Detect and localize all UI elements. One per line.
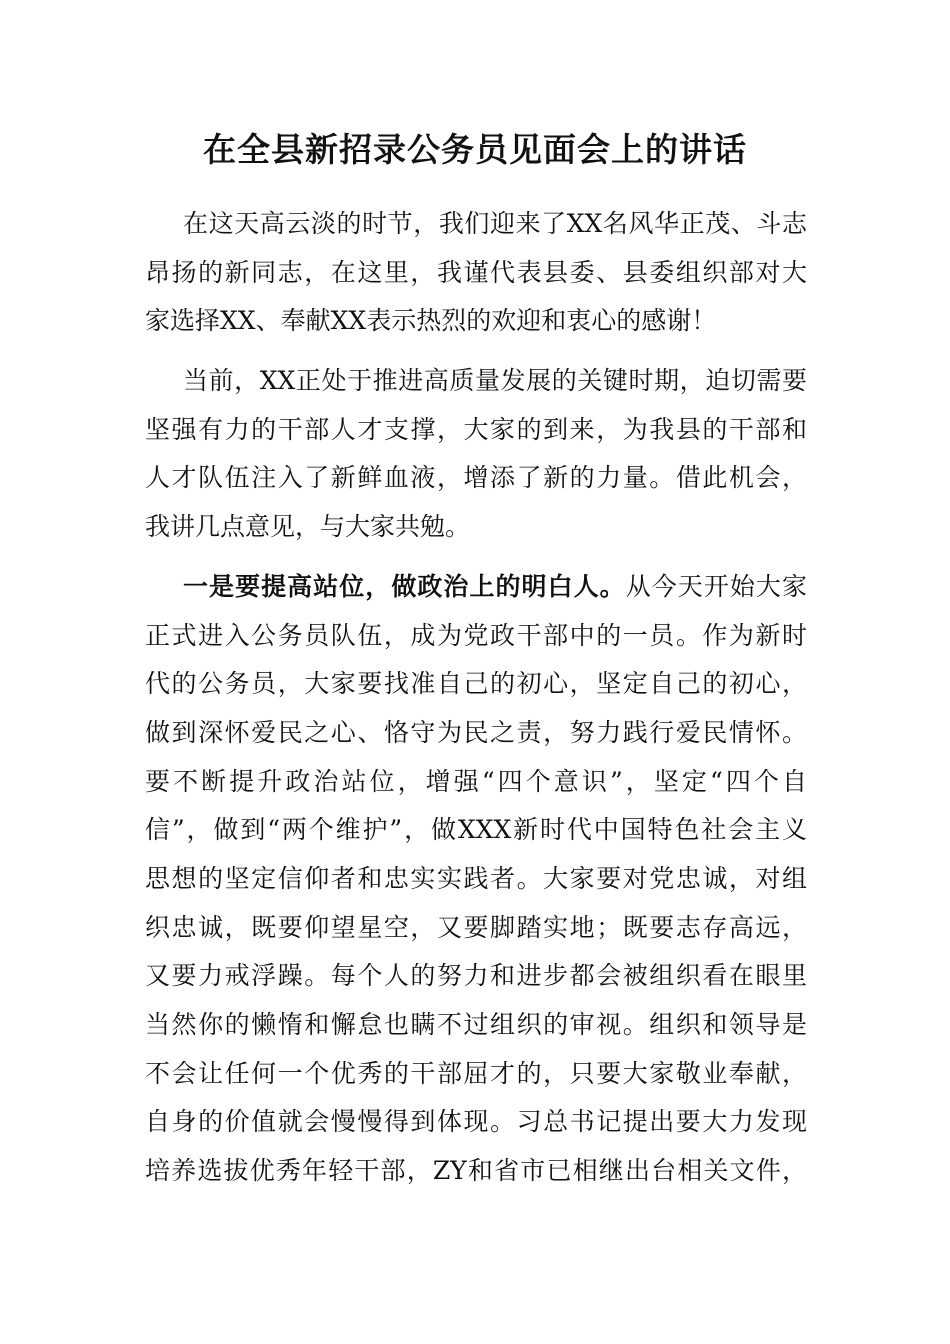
text-line: 坚强有力的干部人才支撑，大家的到来，为我县的干部和 [145, 414, 807, 444]
document-body [145, 200, 807, 1196]
paragraph-context [145, 357, 807, 552]
document-title: 在全县新招录公务员见面会上的讲话 [203, 130, 747, 169]
point-heading: 一是要提高站位，做政治上的明白人。 [183, 571, 626, 601]
text-line: 我讲几点意见，与大家共勉。 [145, 512, 471, 542]
text-line: 做到深怀爱民之心、恪守为民之责，努力践行爱民情怀。 [145, 717, 807, 747]
text-line: 人才队伍注入了新鲜血液，增添了新的力量。借此机会， [145, 463, 807, 493]
text-line: 要不断提升政治站位，增强“四个意识”，坚定“四个自 [145, 766, 807, 796]
text-line: 在这天高云淡的时节，我们迎来了XX名风华正茂、斗志 [183, 209, 807, 238]
text-line: 代的公务员，大家要找准自己的初心，坚定自己的初心， [145, 669, 807, 699]
text-line: 思想的坚定信仰者和忠实实践者。大家要对党忠诚，对组 [145, 863, 807, 893]
point-heading-continuation: 从今天开始大家 [625, 571, 807, 601]
text-line: 自身的价值就会慢慢得到体现。习总书记提出要大力发现 [145, 1107, 807, 1137]
text-line: 又要力戒浮躁。每个人的努力和进步都会被组织看在眼里 [145, 961, 807, 991]
text-line: 当然你的懒惰和懈怠也瞒不过组织的审视。组织和领导是 [145, 1010, 807, 1039]
text-line: 培养选拔优秀年轻干部，ZY和省市已相继出台相关文件， [145, 1156, 807, 1186]
text-line: 家选择XX、奉献XX表示热烈的欢迎和衷心的感谢！ [145, 306, 717, 336]
text-line [145, 563, 807, 612]
text-line: 正式进入公务员队伍，成为党政干部中的一员。作为新时 [145, 620, 807, 650]
text-line: 当前，XX正处于推进高质量发展的关键时期，迫切需要 [183, 366, 807, 396]
paragraph-gap [145, 346, 807, 357]
text-line: 织忠诚，既要仰望星空，又要脚踏实地；既要志存高远， [145, 912, 807, 942]
text-line: 昂扬的新同志，在这里，我谨代表县委、县委组织部对大 [145, 257, 807, 287]
paragraph-gap [145, 552, 807, 563]
paragraph-welcome [145, 200, 807, 346]
text-line: 不会让任何一个优秀的干部屈才的，只要大家敬业奉献， [145, 1058, 807, 1088]
paragraph-point-one [145, 563, 807, 1196]
text-line: 信”，做到“两个维护”，做XXX新时代中国特色社会主义 [145, 815, 807, 845]
